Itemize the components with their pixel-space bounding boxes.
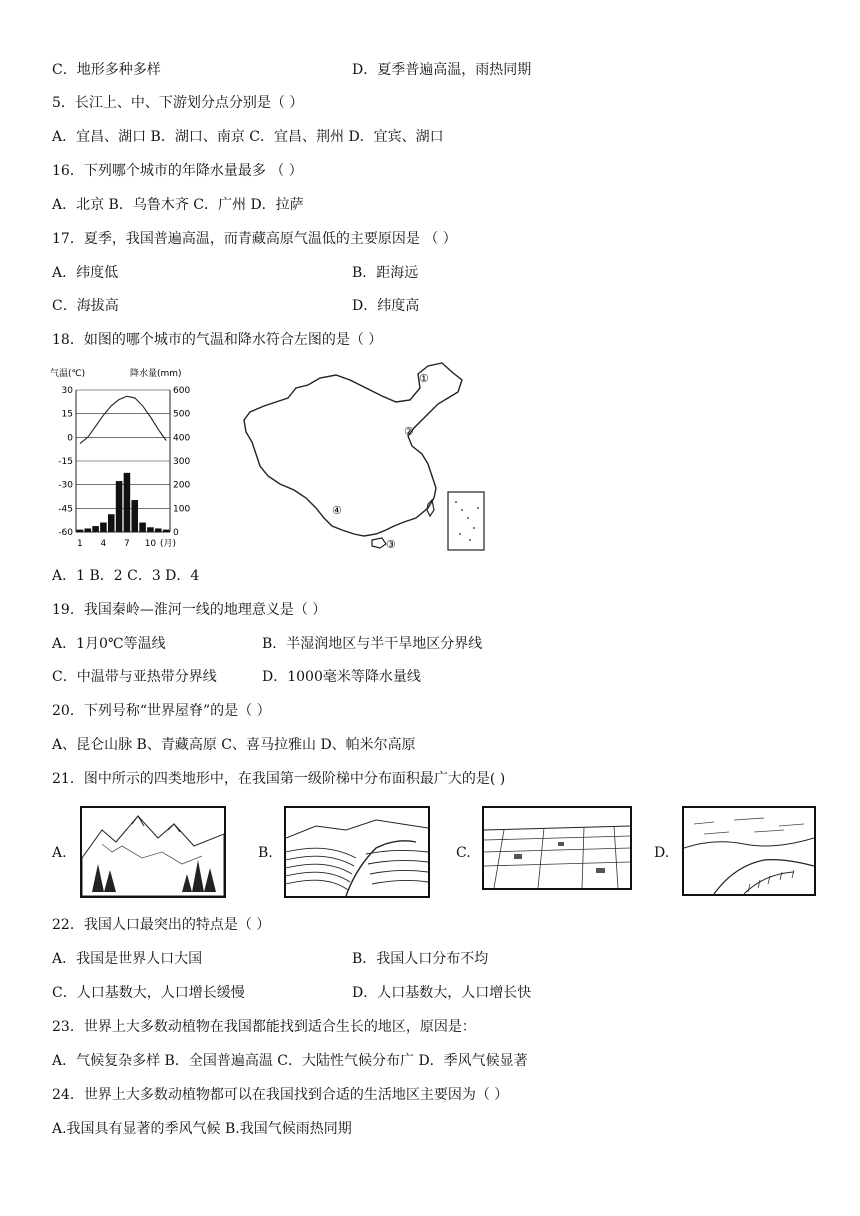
option-d: D．人口基数大，人口增长快 <box>352 985 532 1001</box>
picture-label-c: C. <box>456 845 471 861</box>
precip-bar <box>131 500 138 532</box>
climate-chart-svg <box>48 364 198 556</box>
left-tick-label: 0 <box>67 433 73 444</box>
question-5-options: A．宜昌、湖口 B．湖口、南京 C．宜昌、荆州 D．宜宾、湖口 <box>52 129 444 145</box>
option-c: C．地形多种多样 <box>52 62 161 78</box>
precip-bar <box>147 527 154 532</box>
option-b: B．我国人口分布不均 <box>352 951 489 967</box>
precip-bar <box>92 526 99 532</box>
question-17-stem: 17．夏季，我国普遍高温，而青藏高原气温低的主要原因是 （ ） <box>52 231 457 247</box>
china-map <box>236 358 494 554</box>
plain-sketch <box>484 808 630 888</box>
x-tick-label: 1 <box>77 539 83 549</box>
question-20-stem: 20．下列号称“世界屋脊”的是（ ） <box>52 703 271 719</box>
right-tick-label: 100 <box>173 504 191 515</box>
right-tick-label: 600 <box>173 386 191 396</box>
question-20-options: A、昆仑山脉 B、青藏高原 C、喜马拉雅山 D、帕米尔高原 <box>52 737 416 753</box>
precip-bar <box>77 530 84 532</box>
precip-bar <box>108 514 115 532</box>
question-24-stem: 24．世界上大多数动植物都可以在我国找到合适的生活地区主要因为（ ） <box>52 1087 509 1103</box>
option-d: D．1000毫米等降水量线 <box>262 669 421 685</box>
right-tick-label: 200 <box>173 480 191 491</box>
right-tick-label: 500 <box>173 409 191 420</box>
left-tick-label: -45 <box>58 504 73 515</box>
y-axis-right-title: 降水量(mm) <box>130 369 182 379</box>
left-tick-label: 30 <box>61 386 73 396</box>
map-label-2: ② <box>404 425 414 438</box>
precip-bar <box>84 528 91 532</box>
question-23-options: A．气候复杂多样 B．全国普遍高温 C．大陆性气候分布广 D．季风气候显著 <box>52 1053 528 1069</box>
option-b: B．半湿润地区与半干旱地区分界线 <box>262 636 483 652</box>
precip-bar <box>163 530 170 532</box>
left-tick-label: -30 <box>58 480 73 491</box>
inset-islands <box>455 501 479 541</box>
map-label-3: ③ <box>386 538 396 551</box>
question-21-stem: 21．图中所示的四类地形中，在我国第一级阶梯中分布面积最广大的是( ) <box>52 771 506 787</box>
climate-chart <box>48 364 198 556</box>
option-a: A．1月0℃等温线 <box>52 636 166 652</box>
mountains-sketch <box>82 808 224 896</box>
china-outline-map <box>236 358 494 554</box>
south-china-sea-inset <box>448 492 484 550</box>
question-18-options: A．1 B．2 C．3 D．4 <box>52 568 200 584</box>
temperature-line <box>80 396 166 443</box>
left-tick-label: -60 <box>58 528 73 538</box>
x-tick-label: 4 <box>100 539 107 549</box>
question-18-stem: 18．如图的哪个城市的气温和降水符合左图的是（ ） <box>52 332 383 348</box>
left-tick-label: 15 <box>61 409 73 420</box>
map-label-4: ④ <box>332 504 342 517</box>
option-c: C．中温带与亚热带分界线 <box>52 669 217 685</box>
x-tick-label: 10 <box>144 539 157 549</box>
question-23-stem: 23．世界上大多数动植物在我国都能找到适合生长的地区，原因是： <box>52 1019 476 1035</box>
landform-picture-terraces <box>284 806 430 898</box>
option-a: A．我国是世界人口大国 <box>52 951 203 967</box>
china-outline <box>244 363 462 536</box>
option-c: C．海拔高 <box>52 298 119 314</box>
precip-bar <box>100 523 107 532</box>
left-tick-label: -15 <box>58 457 73 467</box>
option-b: B．距海远 <box>352 265 419 281</box>
landform-picture-plain <box>482 806 632 890</box>
landform-picture-mountains <box>80 806 226 898</box>
picture-label-a: A. <box>52 845 67 861</box>
picture-label-b: B. <box>258 845 273 861</box>
x-tick-label: (月) <box>159 539 177 549</box>
hainan-island <box>372 538 386 548</box>
picture-label-d: D. <box>654 845 670 861</box>
landform-picture-plateau <box>682 806 816 896</box>
precip-bar <box>124 473 131 532</box>
question-19-stem: 19．我国秦岭—淮河一线的地理意义是（ ） <box>52 602 327 618</box>
plateau-sketch <box>684 808 814 894</box>
precip-bar <box>116 481 123 532</box>
right-tick-label: 400 <box>173 433 191 444</box>
question-16-options: A．北京 B．乌鲁木齐 C．广州 D．拉萨 <box>52 197 304 213</box>
precip-bar <box>139 523 146 532</box>
precip-bar <box>155 528 162 532</box>
option-c: C．人口基数大，人口增长缓慢 <box>52 985 245 1001</box>
question-16-stem: 16．下列哪个城市的年降水量最多 （ ） <box>52 163 303 179</box>
question-24-options: A.我国具有显著的季风气候 B.我国气候雨热同期 <box>52 1121 352 1137</box>
question-5-stem: 5．长江上、中、下游划分点分别是（ ） <box>52 95 304 111</box>
right-tick-label: 300 <box>173 457 191 467</box>
option-d: D．夏季普遍高温，雨热同期 <box>352 62 532 78</box>
right-tick-label: 0 <box>173 528 179 538</box>
terraces-sketch <box>286 808 428 896</box>
question-22-stem: 22．我国人口最突出的特点是（ ） <box>52 917 271 933</box>
option-a: A．纬度低 <box>52 265 119 281</box>
x-tick-label: 7 <box>124 539 130 549</box>
y-axis-left-title: 气温(℃) <box>50 369 86 379</box>
option-d: D．纬度高 <box>352 298 420 314</box>
map-label-1: ① <box>419 372 429 385</box>
